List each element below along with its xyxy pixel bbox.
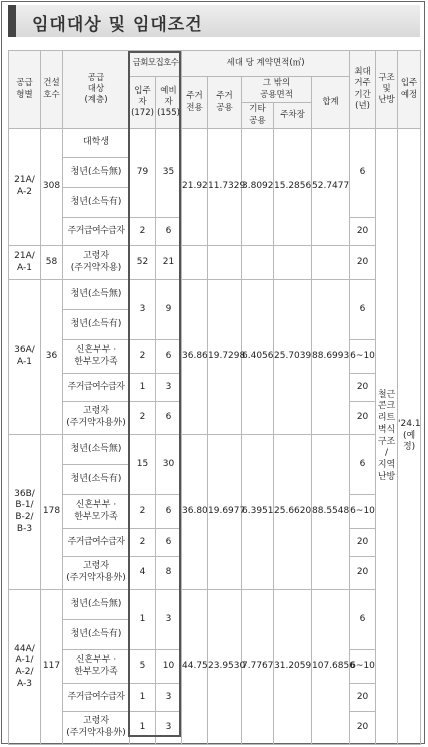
move-in-cell: 2 (130, 218, 156, 246)
reserve-cell: 6 (156, 402, 182, 435)
header-common: 주거 공용 (208, 77, 242, 129)
reserve-cell: 8 (156, 557, 182, 590)
period-cell: 20 (350, 218, 376, 246)
header-reserve: 예비 자 (155) (156, 77, 182, 129)
header-move-date: 입주 예정 (398, 51, 421, 129)
move-in-cell: 52 (130, 246, 156, 280)
type-cell: 36B/ B-1/ B-2/ B-3 (9, 435, 41, 590)
reserve-cell: 10 (156, 650, 182, 684)
exclusive-area-cell: 44.75 (182, 590, 208, 745)
parking-area-cell: 15.2856 (274, 129, 312, 246)
units-cell: 58 (41, 246, 63, 280)
parking-area-cell: 25.7039 (274, 280, 312, 435)
header-other: 기타 공용 (242, 103, 274, 129)
rental-conditions-table (8, 50, 421, 745)
units-cell: 36 (41, 280, 63, 435)
reserve-cell: 3 (156, 374, 182, 402)
target-cell: 청년(소득無) (63, 435, 130, 465)
target-cell: 주거급여수급자 (63, 374, 130, 402)
target-cell: 주거급여수급자 (63, 529, 130, 557)
target-cell: 고령자 (주거약자용外) (63, 402, 130, 435)
total-area-cell: 88.5548 (312, 435, 350, 590)
target-cell: 청년(소득無) (63, 280, 130, 310)
units-cell: 308 (41, 129, 63, 246)
period-cell: 20 (350, 557, 376, 590)
common-area-cell: 11.7329 (208, 129, 242, 246)
section-title-bar (8, 5, 420, 37)
exclusive-area-cell: 36.86 (182, 280, 208, 435)
move-in-cell: 2 (130, 529, 156, 557)
reserve-cell: 6 (156, 218, 182, 246)
move-in-cell: 2 (130, 495, 156, 529)
target-cell: 청년(소득有) (63, 188, 130, 218)
move-in-cell: 4 (130, 557, 156, 590)
target-cell: 고령자 (주거약자용外) (63, 712, 130, 745)
target-cell: 청년(소득有) (63, 620, 130, 650)
parking-area-cell (274, 246, 312, 280)
reserve-cell: 21 (156, 246, 182, 280)
page-title: 임대대상 및 임대조건 (32, 15, 203, 35)
move-in-cell: 1 (130, 590, 156, 650)
target-cell: 주거급여수급자 (63, 218, 130, 246)
period-cell: 20 (350, 402, 376, 435)
target-cell: 대학생 (63, 129, 130, 158)
period-cell: 6~10 (350, 340, 376, 374)
common-area-cell: 19.7298 (208, 280, 242, 435)
header-move-in: 입주 자 (172) (130, 77, 156, 129)
period-cell: 6~10 (350, 650, 376, 684)
move-in-cell: 1 (130, 684, 156, 712)
type-cell: 21A/ A-2 (9, 129, 41, 246)
period-cell: 20 (350, 684, 376, 712)
reserve-cell: 3 (156, 712, 182, 745)
target-cell: 청년(소득有) (63, 465, 130, 495)
other-area-cell: 3.8092 (242, 129, 274, 246)
units-cell: 117 (41, 590, 63, 745)
title-marker (8, 5, 16, 37)
target-cell: 신혼부부 · 한부모가족 (63, 340, 130, 374)
parking-area-cell: 31.2059 (274, 590, 312, 745)
header-total: 합계 (312, 77, 350, 129)
period-cell: 20 (350, 712, 376, 745)
target-cell: 청년(소득有) (63, 310, 130, 340)
header-quota: 금회모집호수 (130, 51, 182, 77)
reserve-cell: 3 (156, 684, 182, 712)
total-area-cell (312, 246, 350, 280)
common-area-cell: 19.6977 (208, 435, 242, 590)
move-in-cell: 5 (130, 650, 156, 684)
target-cell: 신혼부부 · 한부모가족 (63, 495, 130, 529)
period-cell: 6 (350, 129, 376, 218)
target-cell: 청년(소득無) (63, 158, 130, 188)
move-in-cell: 2 (130, 340, 156, 374)
reserve-cell: 30 (156, 435, 182, 495)
header-max-period: 최대 거주 기간 (년) (350, 51, 376, 129)
target-cell: 신혼부부 · 한부모가족 (63, 650, 130, 684)
move-date-cell: '24.1 (예정) (398, 129, 421, 745)
header-exclusive: 주거 전용 (182, 77, 208, 129)
move-in-cell: 15 (130, 435, 156, 495)
exclusive-area-cell: 36.80 (182, 435, 208, 590)
target-cell: 청년(소득無) (63, 590, 130, 620)
move-in-cell: 1 (130, 712, 156, 745)
period-cell: 20 (350, 529, 376, 557)
target-cell: 고령자 (주거약자용) (63, 246, 130, 280)
period-cell: 6 (350, 590, 376, 650)
move-in-cell: 1 (130, 374, 156, 402)
period-cell: 20 (350, 374, 376, 402)
exclusive-area-cell (182, 246, 208, 280)
parking-area-cell: 25.6620 (274, 435, 312, 590)
move-in-cell: 79 (130, 129, 156, 218)
units-cell: 178 (41, 435, 63, 590)
type-cell: 44A/ A-1/ A-2/ A-3 (9, 590, 41, 745)
reserve-cell: 3 (156, 590, 182, 650)
target-cell: 고령자 (주거약자용外) (63, 557, 130, 590)
total-area-cell: 52.7477 (312, 129, 350, 246)
header-units: 건설 호수 (41, 51, 63, 129)
other-area-cell: 7.7767 (242, 590, 274, 745)
total-area-cell: 88.6993 (312, 280, 350, 435)
period-cell: 20 (350, 246, 376, 280)
reserve-cell: 9 (156, 280, 182, 340)
other-area-cell (242, 246, 274, 280)
target-cell: 주거급여수급자 (63, 684, 130, 712)
header-type: 공급 형별 (9, 51, 41, 129)
reserve-cell: 35 (156, 129, 182, 218)
common-area-cell: 23.9530 (208, 590, 242, 745)
move-in-cell: 3 (130, 280, 156, 340)
header-target: 공급 대상 (계층) (63, 51, 130, 129)
total-area-cell: 107.6856 (312, 590, 350, 745)
period-cell: 6 (350, 435, 376, 495)
type-cell: 21A/ A-1 (9, 246, 41, 280)
period-cell: 6~10 (350, 495, 376, 529)
exclusive-area-cell: 21.92 (182, 129, 208, 246)
common-area-cell (208, 246, 242, 280)
header-other-common: 그 밖의 공용면적 (242, 77, 312, 103)
type-cell: 36A/ A-1 (9, 280, 41, 435)
reserve-cell: 6 (156, 529, 182, 557)
header-area: 세대 당 계약면적(㎡) (182, 51, 350, 77)
header-structure: 구조 및 난방 (376, 51, 398, 129)
other-area-cell: 6.4056 (242, 280, 274, 435)
other-area-cell: 6.3951 (242, 435, 274, 590)
structure-cell: 철근 콘크 리트 벽식 구조 / 지역 난방 (376, 129, 398, 745)
reserve-cell: 6 (156, 495, 182, 529)
header-parking: 주차장 (274, 103, 312, 129)
reserve-cell: 6 (156, 340, 182, 374)
period-cell: 6 (350, 280, 376, 340)
move-in-cell: 2 (130, 402, 156, 435)
